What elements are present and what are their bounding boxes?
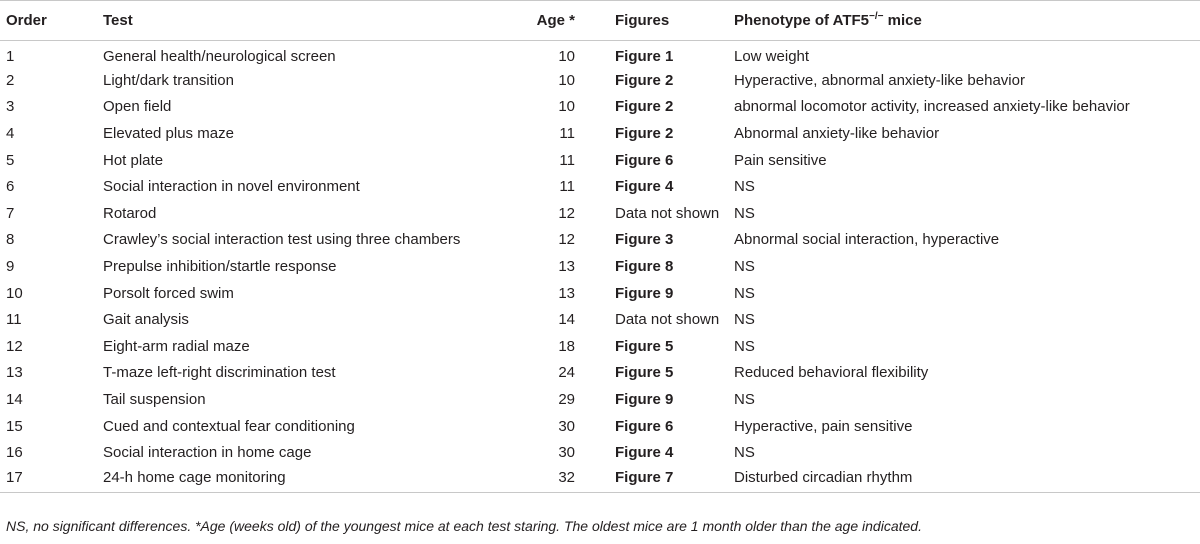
cell-test: Social interaction in home cage: [103, 444, 312, 462]
cell-order: 10: [6, 284, 23, 302]
cell-age: 14: [558, 311, 575, 329]
table-row: [0, 94, 1200, 121]
cell-test: 24-h home cage monitoring: [97, 466, 520, 493]
cell-order: 12: [6, 337, 23, 355]
cell-test: T-maze left-right discrimination test: [103, 364, 336, 382]
cell-age: 12: [558, 231, 575, 249]
header-phenotype-prefix: Phenotype of ATF5: [734, 12, 869, 29]
cell-test: Prepulse inhibition/startle response: [103, 258, 337, 276]
cell-phenotype: NS: [734, 284, 755, 302]
header-phenotype: [734, 1, 1200, 41]
cell-phenotype: Disturbed circadian rhythm: [734, 466, 1200, 493]
table-header: [0, 1, 1200, 41]
cell-figure: Data not shown: [615, 204, 720, 222]
cell-order: 3: [6, 98, 15, 116]
cell-order: 7: [6, 204, 15, 222]
table-row: [0, 360, 1200, 387]
table-row: [0, 120, 1200, 147]
cell-figure: Figure 4: [615, 444, 674, 462]
table-row: [0, 306, 1200, 333]
cell-age: 11: [559, 151, 575, 169]
cell-figure: Figure 9: [615, 391, 674, 409]
cell-age: 13: [558, 284, 575, 302]
table-row: [0, 227, 1200, 254]
cell-age: 32: [520, 466, 575, 493]
cell-order: 6: [6, 178, 15, 196]
cell-test: Rotarod: [103, 204, 157, 222]
cell-age: 10: [558, 71, 575, 89]
header-test: Test: [97, 1, 520, 41]
cell-phenotype: abnormal locomotor activity, increased anxiety-like behavior: [734, 98, 1130, 116]
cell-age: 30: [558, 444, 575, 462]
cell-test: Social interaction in novel environment: [103, 178, 360, 196]
table-row: [0, 147, 1200, 174]
cell-order: 16: [6, 444, 23, 462]
table-footnote: NS, no significant differences. *Age (weeks old) of the youngest mice at each test staring. The oldest mice are 1 month older than the age indicated.: [6, 518, 922, 534]
header-age: Age *: [520, 1, 575, 41]
table-row: [0, 200, 1200, 227]
table-row: [0, 67, 1200, 94]
cell-age: 30: [558, 417, 575, 435]
table-row: [0, 41, 1200, 68]
cell-age: 10: [558, 98, 575, 116]
cell-age: 10: [558, 48, 575, 66]
cell-figure: Figure 7: [575, 466, 734, 493]
cell-test: Crawley’s social interaction test using three chambers: [103, 231, 461, 249]
cell-phenotype: Reduced behavioral flexibility: [734, 364, 929, 382]
header-phenotype-suffix: mice: [883, 12, 922, 29]
cell-test: Tail suspension: [103, 391, 206, 409]
cell-order: 2: [6, 71, 15, 89]
header-phenotype-superscript: −/−: [869, 11, 884, 22]
cell-phenotype: Hyperactive, pain sensitive: [734, 417, 913, 435]
cell-test: Hot plate: [103, 151, 164, 169]
cell-order: 9: [6, 258, 15, 276]
table-body: [0, 41, 1200, 493]
cell-figure: Data not shown: [615, 311, 720, 329]
table-row: [0, 253, 1200, 280]
cell-age: 24: [558, 364, 575, 382]
cell-figure: Figure 2: [615, 98, 674, 116]
header-order: Order: [0, 1, 97, 41]
table-row: [0, 439, 1200, 466]
cell-phenotype: NS: [734, 204, 755, 222]
cell-test: Elevated plus maze: [103, 125, 234, 143]
cell-phenotype: Abnormal anxiety-like behavior: [734, 125, 940, 143]
table-row: [0, 333, 1200, 360]
cell-test: Eight-arm radial maze: [103, 337, 250, 355]
cell-figure: Figure 9: [615, 284, 674, 302]
cell-figure: Figure 2: [615, 71, 674, 89]
cell-order: 17: [0, 466, 97, 493]
cell-phenotype: NS: [734, 337, 755, 355]
cell-phenotype: NS: [734, 258, 755, 276]
table-row: [0, 173, 1200, 200]
table-row: [0, 466, 1200, 493]
cell-figure: Figure 2: [615, 125, 674, 143]
cell-figure: Figure 6: [615, 151, 674, 169]
cell-order: 8: [6, 231, 15, 249]
cell-age: 11: [559, 178, 575, 196]
cell-order: 4: [6, 125, 15, 143]
cell-figure: Figure 3: [615, 231, 674, 249]
table-row: [0, 280, 1200, 307]
cell-phenotype: Abnormal social interaction, hyperactive: [734, 231, 1000, 249]
cell-age: 29: [558, 391, 575, 409]
cell-age: 11: [559, 125, 575, 143]
cell-order: 15: [6, 417, 23, 435]
cell-figure: Figure 1: [615, 48, 674, 66]
cell-order: 5: [6, 151, 15, 169]
cell-order: 13: [6, 364, 23, 382]
table-row: [0, 386, 1200, 413]
cell-test: Light/dark transition: [103, 71, 234, 89]
cell-order: 14: [6, 391, 23, 409]
cell-phenotype: NS: [734, 178, 755, 196]
cell-phenotype: Low weight: [734, 48, 810, 66]
cell-test: Gait analysis: [103, 311, 189, 329]
cell-phenotype: Pain sensitive: [734, 151, 827, 169]
table-row: [0, 413, 1200, 440]
cell-figure: Figure 8: [615, 258, 674, 276]
cell-order: 11: [6, 311, 22, 329]
header-row: [0, 1, 1200, 41]
cell-test: General health/neurological screen: [103, 48, 336, 66]
cell-figure: Figure 5: [615, 337, 674, 355]
cell-test: Porsolt forced swim: [103, 284, 234, 302]
cell-phenotype: NS: [734, 391, 755, 409]
cell-phenotype: NS: [734, 311, 755, 329]
cell-figure: Figure 5: [615, 364, 674, 382]
cell-phenotype: NS: [734, 444, 755, 462]
cell-age: 12: [558, 204, 575, 222]
cell-test: Cued and contextual fear conditioning: [103, 417, 355, 435]
cell-age: 18: [558, 337, 575, 355]
cell-figure: Figure 6: [615, 417, 674, 435]
header-figures: Figures: [575, 1, 734, 41]
cell-test: Open field: [103, 98, 172, 116]
cell-order: 1: [6, 48, 15, 66]
cell-figure: Figure 4: [615, 178, 674, 196]
cell-phenotype: Hyperactive, abnormal anxiety-like behavior: [734, 71, 1025, 89]
cell-age: 13: [558, 258, 575, 276]
